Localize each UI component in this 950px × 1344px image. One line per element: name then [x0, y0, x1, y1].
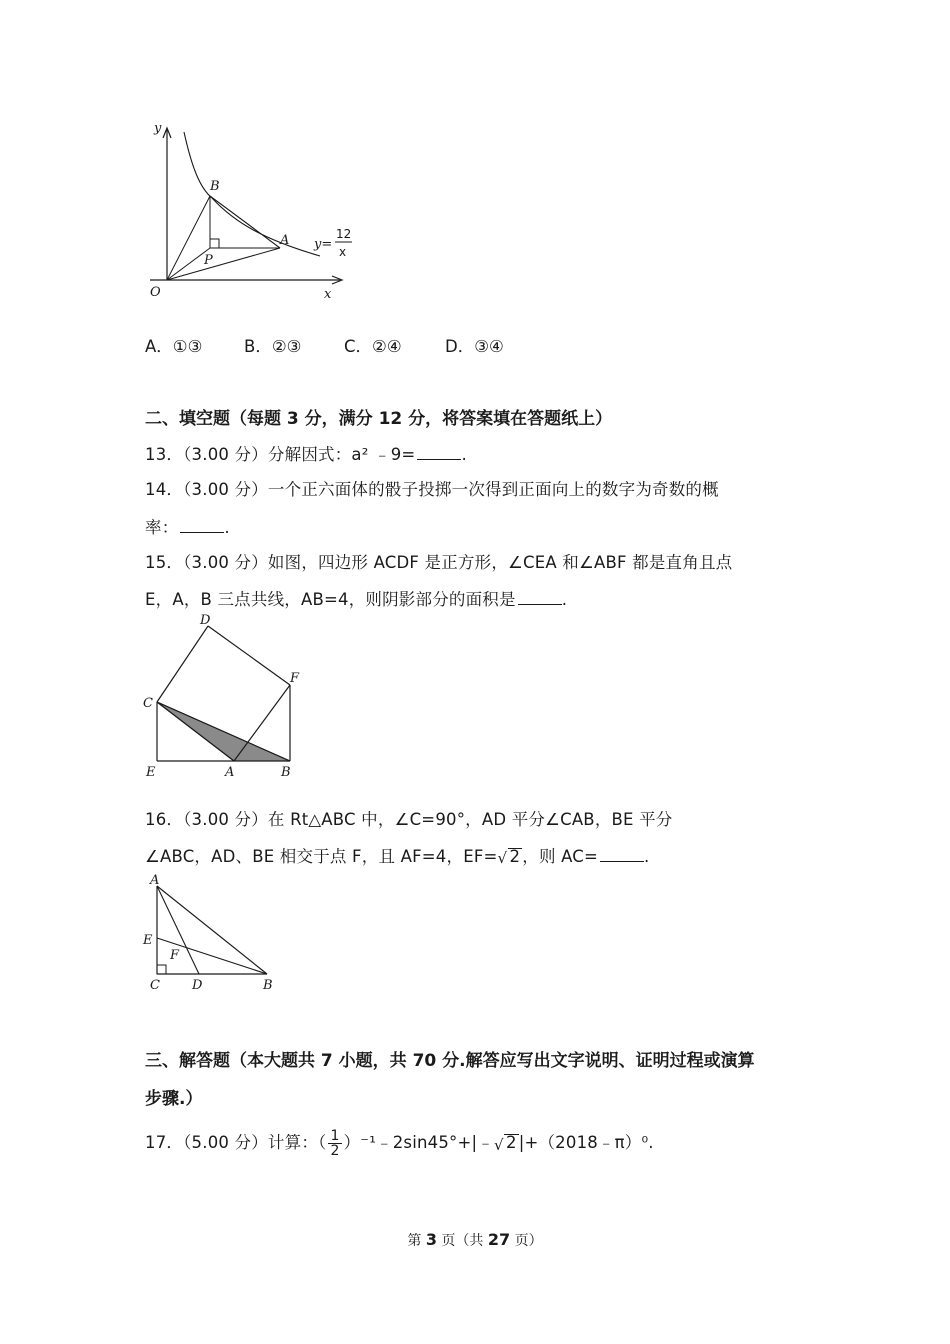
- curve-label-num: 12: [336, 227, 352, 241]
- figure-q15-square: [140, 612, 320, 784]
- option-b: B．②③: [244, 337, 302, 356]
- option-c: C．②④: [344, 337, 402, 356]
- question-15-line2: E，A，B 三点共线，AB=4，则阴影部分的面积是 .: [145, 590, 568, 609]
- segment-b-to-curve: [210, 196, 280, 248]
- label-b: B: [210, 179, 220, 194]
- label-d: D: [200, 613, 211, 628]
- label-c: C: [143, 696, 153, 711]
- figure-q12-hyperbola: [140, 118, 370, 308]
- label-b: B: [281, 765, 291, 780]
- page-footer: 第 3 页（共 27 页）: [407, 1230, 543, 1249]
- curve-label-den: x: [339, 245, 347, 259]
- label-a: A: [225, 765, 235, 780]
- sqrt-symbol: √ 2: [493, 1133, 517, 1154]
- sqrt-symbol: √ 2: [497, 847, 521, 867]
- side-cd: [157, 626, 208, 702]
- question-16-line2: ∠ABC，AD、BE 相交于点 F，且 AF=4，EF= √ 2 ，则 AC= .: [145, 847, 650, 867]
- right-angle-mark: [157, 965, 166, 974]
- question-13: 13．（3.00 分）分解因式：a² ﹣9= .: [145, 445, 467, 464]
- label-b: B: [263, 978, 273, 993]
- label-e: E: [143, 933, 153, 948]
- question-15-line1: 15．（3.00 分）如图，四边形 ACDF 是正方形，∠CEA 和∠ABF 都是直角且点: [145, 553, 733, 572]
- option-d: D．③④: [445, 337, 504, 356]
- label-a: A: [280, 233, 290, 248]
- section3-heading-line2: 步骤.）: [145, 1089, 203, 1109]
- question-16-line1: 16．（3.00 分）在 Rt△ABC 中，∠C=90°，AD 平分∠CAB，BE 平分: [145, 810, 673, 829]
- label-d: D: [192, 978, 203, 993]
- side-df: [208, 626, 290, 685]
- segment-oa: [167, 248, 280, 280]
- question-14-line2: 率： .: [145, 518, 230, 537]
- label-c: C: [150, 978, 160, 993]
- question-17: 17．（5.00 分）计算：（ $\frac{1}{2}$ ）⁻¹﹣2sin45°+|﹣ √ 2 |+（2018﹣π）⁰.: [145, 1128, 654, 1159]
- option-a: A．①③: [145, 337, 203, 356]
- label-f: F: [170, 948, 180, 963]
- right-angle-mark: [210, 239, 219, 248]
- curve-label-prefix: y=: [314, 237, 333, 252]
- label-f: F: [290, 671, 300, 686]
- label-p: P: [204, 253, 213, 268]
- section2-heading: 二、填空题（每题 3 分，满分 12 分，将答案填在答题纸上）: [145, 409, 613, 429]
- question-14-line1: 14．（3.00 分）一个正六面体的骰子投掷一次得到正面向上的数字为奇数的概: [145, 480, 719, 499]
- label-e: E: [146, 765, 156, 780]
- fraction-one-half: $\frac{1}{2}$: [330, 1128, 340, 1159]
- hyperbola-curve: [184, 132, 320, 256]
- section3-heading-line1: 三、解答题（本大题共 7 小题，共 70 分.解答应写出文字说明、证明过程或演算: [145, 1051, 755, 1071]
- label-o: O: [150, 285, 161, 300]
- figure-q16-triangle: [140, 872, 290, 996]
- label-y: y: [154, 121, 162, 136]
- label-x: x: [324, 287, 332, 302]
- label-a: A: [150, 873, 160, 888]
